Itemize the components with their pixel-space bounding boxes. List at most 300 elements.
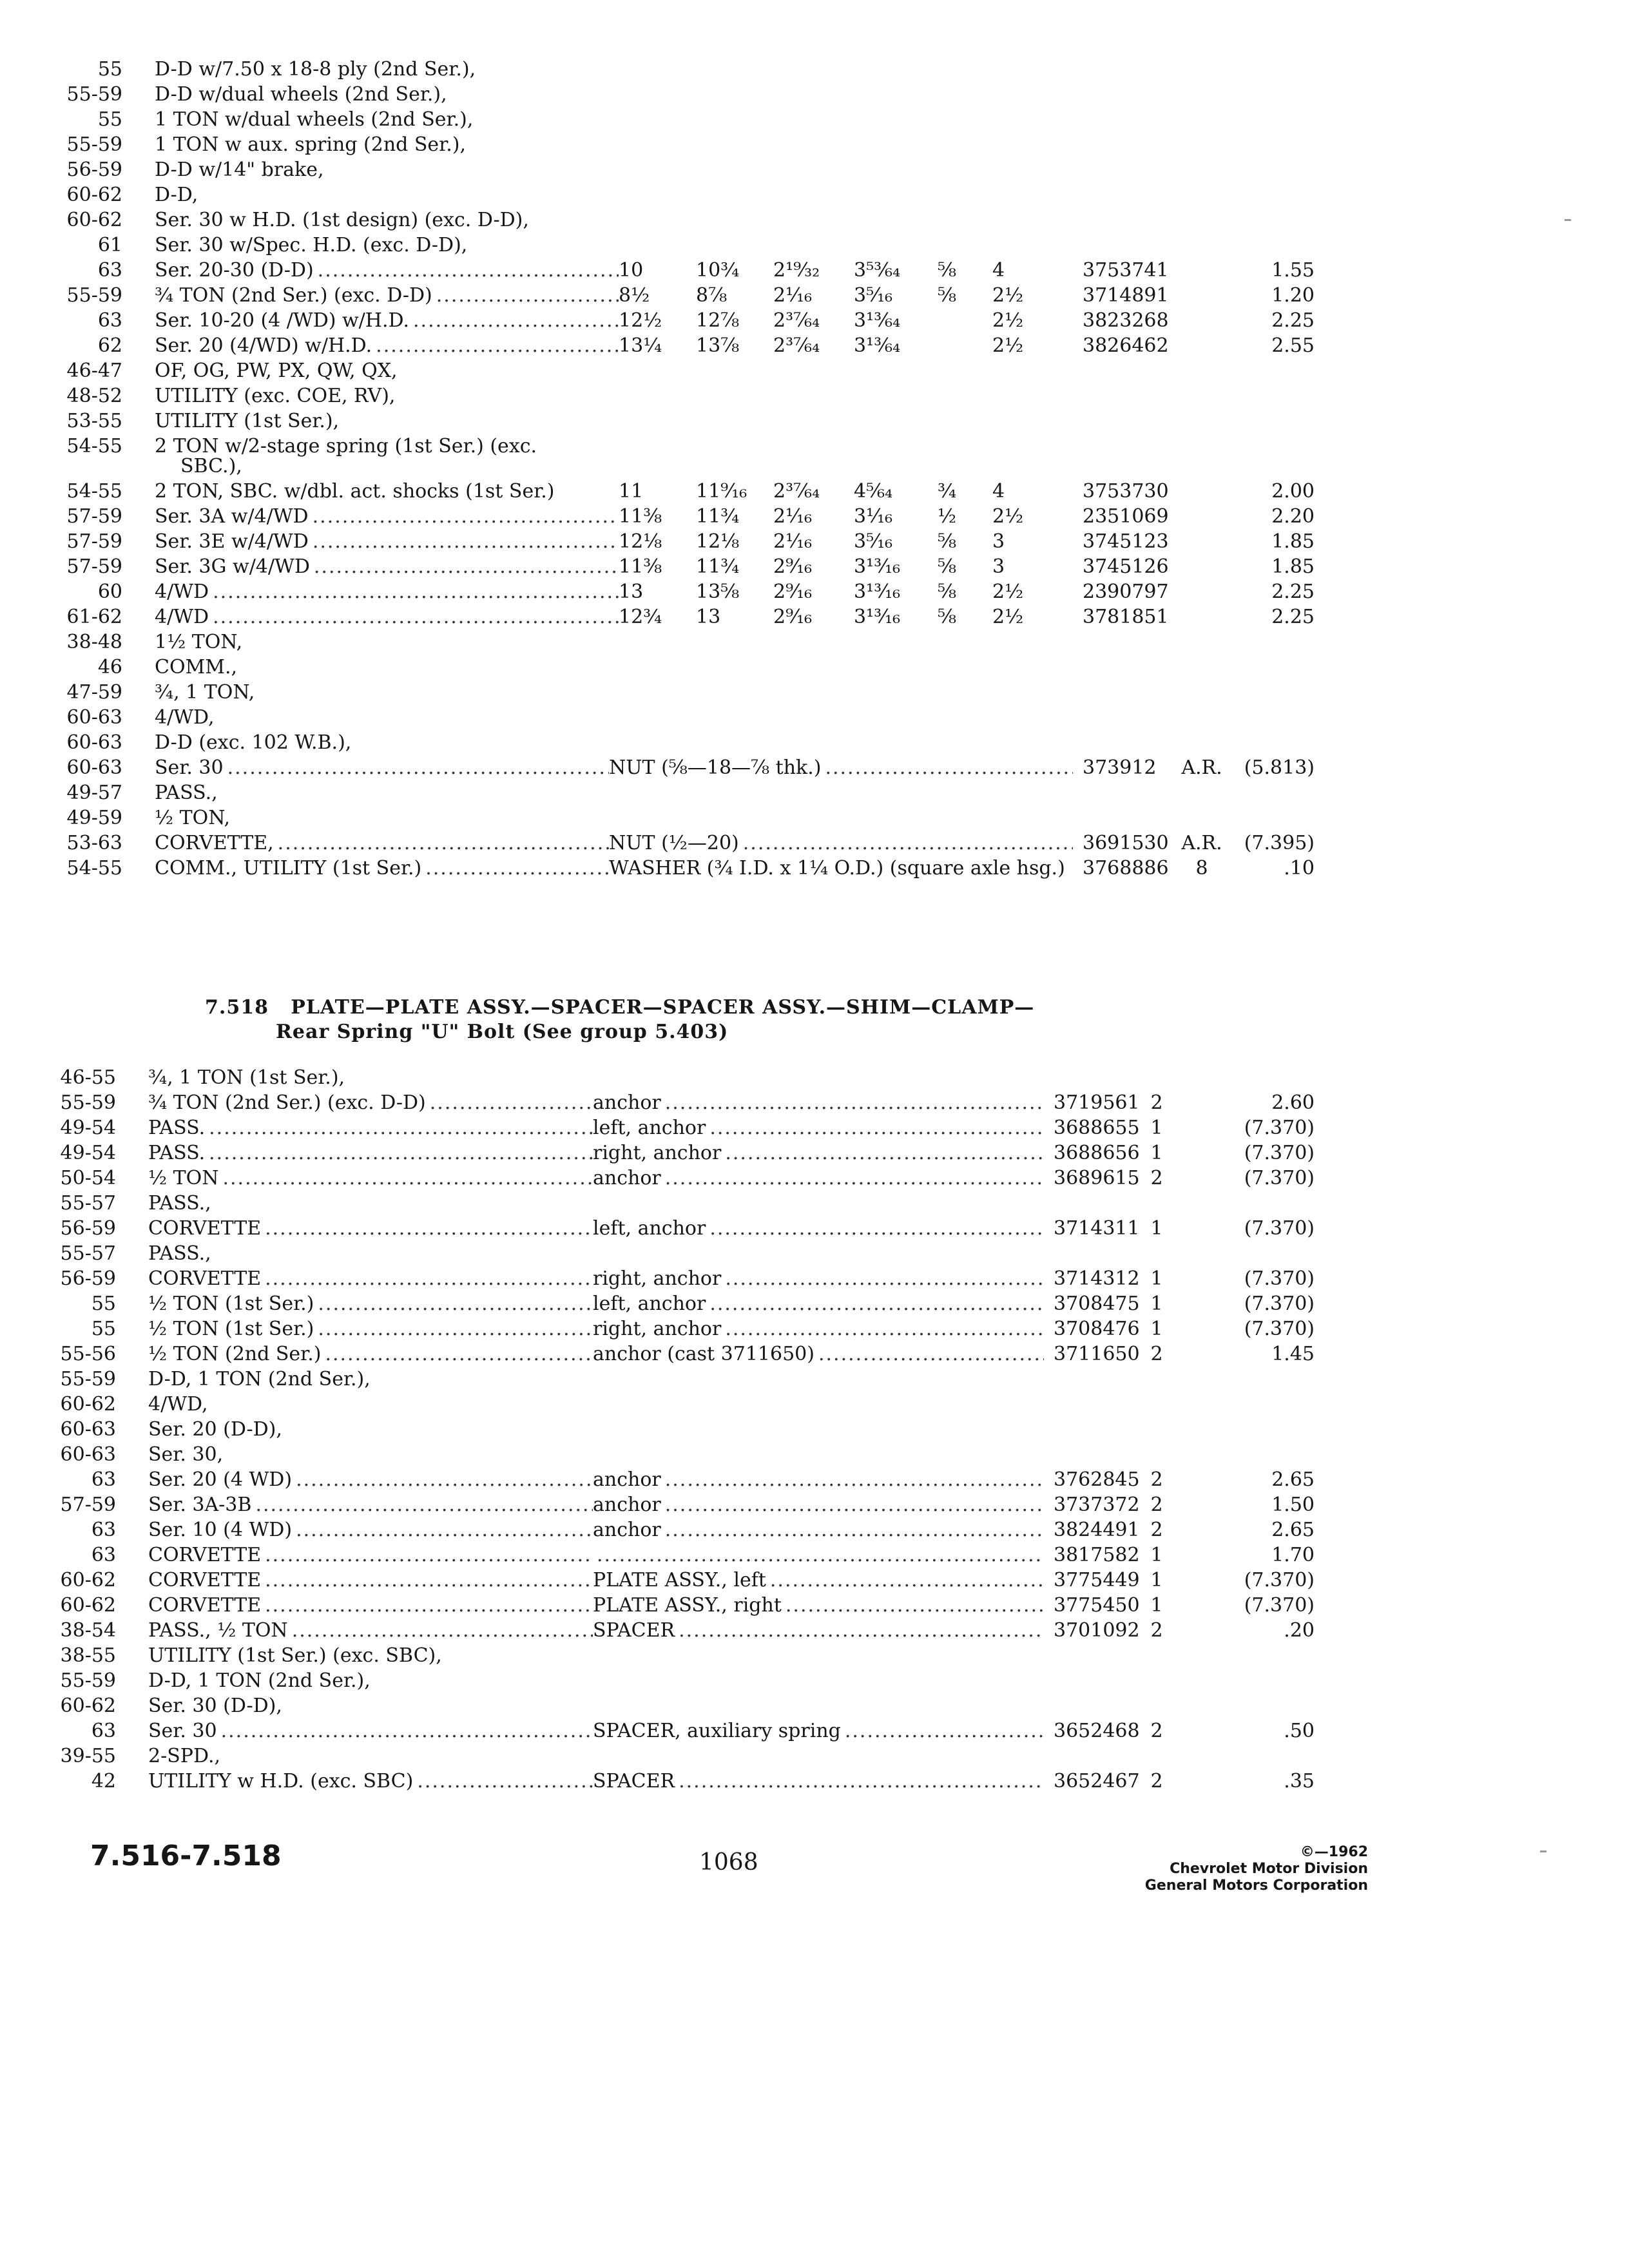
- part-description-text: SPACER: [593, 1770, 679, 1792]
- table-row: [19, 1693, 1373, 1719]
- dimension-d1: 11: [619, 480, 644, 503]
- division-name: Chevrolet Motor Division: [1170, 1861, 1368, 1877]
- model-years: 55-57: [60, 1242, 116, 1265]
- model-application: [148, 1693, 593, 1719]
- table-row: [26, 358, 1379, 384]
- model-application: [155, 554, 619, 580]
- table-row: [19, 1241, 1373, 1267]
- model-text: ½ TON (1st Ser.): [148, 1293, 318, 1315]
- model-text: Ser. 30: [148, 1720, 221, 1742]
- dimension-d5: ¾: [938, 480, 957, 503]
- list-price: 1.85: [1271, 530, 1315, 553]
- table-row: [26, 383, 1379, 409]
- part-description: [593, 1618, 1044, 1644]
- part-description-text: left, anchor: [593, 1117, 709, 1139]
- model-text: PASS.: [148, 1117, 209, 1139]
- model-application: [155, 604, 619, 630]
- part-description: [593, 1517, 1044, 1543]
- table-row: [26, 504, 1379, 530]
- model-years: 50-54: [60, 1167, 116, 1189]
- dimension-d4: 3⁵⁄₁₆: [854, 530, 893, 553]
- list-price: 2.25: [1271, 581, 1315, 603]
- model-text: CORVETTE: [148, 1594, 265, 1617]
- scan-speck: [1565, 219, 1571, 221]
- model-years: 57-59: [66, 505, 122, 528]
- dimension-d4: 3¹³⁄₁₆: [854, 581, 901, 603]
- dimension-d1: 12½: [619, 309, 662, 332]
- dimension-d6: 3: [992, 555, 1005, 578]
- part-number: 3708475: [1054, 1293, 1140, 1315]
- model-application: [148, 1643, 593, 1669]
- table-row: [19, 1442, 1373, 1468]
- model-application: [155, 408, 619, 434]
- part-description: [593, 1266, 1044, 1292]
- dimension-d3: 2¹⁄₁₆: [773, 530, 813, 553]
- dimension-d1: 10: [619, 259, 644, 282]
- table-row: [19, 1367, 1373, 1392]
- model-text: PASS.,: [148, 1242, 215, 1265]
- part-number: 3701092: [1054, 1619, 1140, 1642]
- model-text: UTILITY w H.D. (exc. SBC): [148, 1770, 417, 1792]
- table-row: [26, 755, 1379, 781]
- model-years: 56-59: [60, 1217, 116, 1240]
- model-text: Ser. 3G w/4/WD: [155, 555, 314, 578]
- model-text: D-D w/7.50 x 18-8 ply (2nd Ser.),: [155, 58, 479, 81]
- part-description-text: PLATE ASSY., left: [593, 1569, 770, 1591]
- part-description: [609, 755, 1073, 781]
- model-years: 55: [97, 58, 122, 81]
- model-text: Ser. 10-20 (4 /WD) w/H.D.: [155, 309, 413, 332]
- model-text: UTILITY (exc. COE, RV),: [155, 385, 399, 407]
- table-row: [26, 182, 1379, 208]
- model-years: 48-52: [66, 385, 122, 407]
- part-number: 2351069: [1083, 505, 1169, 528]
- model-years: 54-55: [66, 857, 122, 879]
- part-description-text: NUT (⅝—18—⅞ thk.): [609, 756, 825, 779]
- model-text: Ser. 3E w/4/WD: [155, 530, 313, 553]
- table-row: [26, 831, 1379, 856]
- model-years: 55-59: [66, 133, 122, 156]
- part-number: 3714311: [1054, 1217, 1140, 1240]
- quantity: 2: [1150, 1519, 1163, 1541]
- part-number: 3817582: [1054, 1544, 1140, 1566]
- model-years: 49-59: [66, 807, 122, 829]
- dimension-d6: 4: [992, 259, 1005, 282]
- part-number: 3775449: [1054, 1569, 1140, 1591]
- model-years: 54-55: [66, 435, 122, 457]
- part-number: 3714312: [1054, 1267, 1140, 1290]
- part-description: [593, 1718, 1044, 1744]
- model-text: 1 TON w aux. spring (2nd Ser.),: [155, 133, 470, 156]
- model-application: [148, 1718, 593, 1744]
- copyright-block: [1145, 1844, 1368, 1894]
- model-application: [148, 1542, 593, 1568]
- model-text: COMM.,: [155, 656, 241, 678]
- list-price: (7.370): [1244, 1217, 1315, 1240]
- dimension-d2: 10¾: [696, 259, 740, 282]
- dimension-d3: 2³⁷⁄₆₄: [773, 480, 820, 503]
- table-row: [26, 207, 1379, 233]
- model-text: 2 TON, SBC. w/dbl. act. shocks (1st Ser.): [155, 480, 558, 503]
- model-text: ¾, 1 TON,: [155, 681, 258, 704]
- model-years: 60-62: [60, 1393, 116, 1416]
- part-description-text: SPACER, auxiliary spring: [593, 1720, 845, 1742]
- section-heading: [205, 995, 1034, 1044]
- model-application: [155, 831, 619, 856]
- list-price: 2.25: [1271, 309, 1315, 332]
- part-description: [593, 1291, 1044, 1317]
- model-application: [155, 283, 619, 309]
- table-row: [26, 479, 1379, 505]
- model-application: [155, 705, 619, 731]
- list-price: .20: [1284, 1619, 1315, 1642]
- part-description: [609, 856, 1073, 881]
- model-years: 56-59: [66, 159, 122, 181]
- model-application: [148, 1367, 593, 1392]
- scan-speck: [1540, 1850, 1547, 1852]
- model-years: 60-63: [66, 731, 122, 754]
- list-price: 1.70: [1271, 1544, 1315, 1566]
- dimension-d3: 2⁹⁄₁₆: [773, 606, 813, 628]
- dimension-d2: 13⅞: [696, 334, 740, 357]
- part-number: 3768886: [1083, 857, 1169, 879]
- part-description: [593, 1140, 1044, 1166]
- dimension-d6: 2½: [992, 284, 1024, 307]
- dimension-d1: 12⅛: [619, 530, 662, 553]
- model-application: [155, 479, 619, 505]
- list-price: 1.45: [1271, 1343, 1315, 1365]
- part-description-text: right, anchor: [593, 1142, 725, 1164]
- table-row: [26, 82, 1379, 108]
- dimension-d4: 3⁵³⁄₆₄: [854, 259, 901, 282]
- model-text: Ser. 20-30 (D-D): [155, 259, 318, 282]
- dimension-d6: 2½: [992, 505, 1024, 528]
- dimension-d3: 2¹⁄₁₆: [773, 505, 813, 528]
- model-years: 49-54: [60, 1117, 116, 1139]
- table-row: [19, 1517, 1373, 1543]
- part-number: 3826462: [1083, 334, 1169, 357]
- list-price: 1.85: [1271, 555, 1315, 578]
- section-number: 7.518: [205, 996, 269, 1019]
- part-number: 3737372: [1054, 1494, 1140, 1516]
- quantity: 2: [1150, 1167, 1163, 1189]
- table-row: [19, 1568, 1373, 1593]
- model-application: [155, 856, 619, 881]
- table-row: [19, 1115, 1373, 1141]
- quantity: 2: [1150, 1494, 1163, 1516]
- list-price: 2.00: [1271, 480, 1315, 503]
- part-description-text: [593, 1544, 597, 1566]
- table-row: [19, 1593, 1373, 1619]
- list-price: .10: [1284, 857, 1315, 879]
- list-price: (7.370): [1244, 1293, 1315, 1315]
- dimension-d4: 3¹³⁄₁₆: [854, 606, 901, 628]
- model-text: PASS.,: [148, 1192, 215, 1215]
- part-number: 3714891: [1083, 284, 1169, 307]
- dimension-d4: 3¹⁄₁₆: [854, 505, 893, 528]
- model-years: 55-59: [66, 83, 122, 106]
- model-application: [148, 1668, 593, 1694]
- model-text: Ser. 3A w/4/WD: [155, 505, 313, 528]
- model-text: D-D,: [155, 184, 202, 206]
- model-text: Ser. 30 (D-D),: [148, 1695, 286, 1717]
- model-years: 46: [97, 656, 122, 678]
- list-price: 1.50: [1271, 1494, 1315, 1516]
- table-row: [26, 705, 1379, 731]
- quantity: 2: [1150, 1770, 1163, 1792]
- part-description: [593, 1492, 1044, 1518]
- table-row: [19, 1341, 1373, 1367]
- dimension-d5: ⅝: [938, 530, 957, 553]
- list-price: 2.65: [1271, 1519, 1315, 1541]
- model-years: 60-63: [60, 1418, 116, 1441]
- model-text: Ser. 20 (D-D),: [148, 1418, 286, 1441]
- part-description: [593, 1216, 1044, 1242]
- model-text: D-D, 1 TON (2nd Ser.),: [148, 1368, 374, 1390]
- list-price: (7.370): [1244, 1167, 1315, 1189]
- table-row: [26, 554, 1379, 580]
- model-text: Ser. 30: [155, 756, 227, 779]
- table-row: [26, 283, 1379, 309]
- dimension-d2: 12⅞: [696, 309, 740, 332]
- list-price: 1.20: [1271, 284, 1315, 307]
- part-number: 3781851: [1083, 606, 1169, 628]
- part-description-text: left, anchor: [593, 1217, 709, 1240]
- part-number: 3708476: [1054, 1318, 1140, 1340]
- model-application: [148, 1593, 593, 1619]
- model-text: ¾ TON (2nd Ser.) (exc. D-D): [155, 284, 436, 307]
- part-number: 3688655: [1054, 1117, 1140, 1139]
- model-years: 63: [97, 259, 122, 282]
- list-price: 2.55: [1271, 334, 1315, 357]
- dimension-d4: 3¹³⁄₆₄: [854, 309, 901, 332]
- model-years: 57-59: [66, 555, 122, 578]
- part-number: 3719561: [1054, 1091, 1140, 1114]
- list-price: 1.55: [1271, 259, 1315, 282]
- dimension-d6: 2½: [992, 581, 1024, 603]
- model-text: D-D w/14" brake,: [155, 159, 328, 181]
- quantity: 2: [1150, 1720, 1163, 1742]
- model-years: 42: [91, 1770, 116, 1792]
- list-price: (7.370): [1244, 1594, 1315, 1617]
- part-description-text: anchor: [593, 1091, 665, 1114]
- model-text: Ser. 3A-3B: [148, 1494, 255, 1516]
- part-number: 2390797: [1083, 581, 1169, 603]
- quantity: A.R.: [1181, 756, 1222, 779]
- model-years: 60-62: [66, 184, 122, 206]
- model-application: [155, 529, 619, 555]
- list-price: (7.370): [1244, 1142, 1315, 1164]
- model-application: [148, 1417, 593, 1443]
- quantity: 1: [1150, 1142, 1163, 1164]
- part-number: 3745126: [1083, 555, 1169, 578]
- dimension-d2: 8⅞: [696, 284, 728, 307]
- model-years: 63: [91, 1720, 116, 1742]
- model-application: [155, 358, 619, 384]
- table-row: [19, 1090, 1373, 1116]
- part-description-text: left, anchor: [593, 1293, 709, 1315]
- section-title-line1: PLATE—PLATE ASSY.—SPACER—SPACER ASSY.—SHIM—CLAMP—: [291, 996, 1035, 1019]
- model-years: 60-63: [60, 1443, 116, 1466]
- part-description: [593, 1593, 1044, 1619]
- dimension-d2: 11¾: [696, 505, 740, 528]
- part-description-text: NUT (½—20): [609, 832, 743, 854]
- table-row: [26, 132, 1379, 158]
- dimension-d3: 2⁹⁄₁₆: [773, 555, 813, 578]
- table-row: [19, 1643, 1373, 1669]
- model-text: D-D (exc. 102 W.B.),: [155, 731, 355, 754]
- model-application: [148, 1442, 593, 1468]
- model-text: CORVETTE,: [155, 832, 278, 854]
- part-description: [593, 1090, 1044, 1116]
- model-years: 63: [91, 1468, 116, 1491]
- model-application: [148, 1568, 593, 1593]
- model-years: 49-57: [66, 782, 122, 804]
- dimension-d2: 13⅝: [696, 581, 740, 603]
- list-price: (5.813): [1244, 756, 1315, 779]
- part-description-text: anchor: [593, 1167, 665, 1189]
- quantity: 2: [1150, 1343, 1163, 1365]
- part-number: 3824491: [1054, 1519, 1140, 1541]
- dimension-d2: 12⅛: [696, 530, 740, 553]
- dimension-d3: 2¹⁹⁄₃₂: [773, 259, 820, 282]
- part-description-text: anchor: [593, 1494, 665, 1516]
- part-number: 3711650: [1054, 1343, 1140, 1365]
- dimension-d6: 3: [992, 530, 1005, 553]
- part-number: 3762845: [1054, 1468, 1140, 1491]
- dimension-d6: 2½: [992, 334, 1024, 357]
- table-row: [26, 157, 1379, 183]
- quantity: A.R.: [1181, 832, 1222, 854]
- model-years: 55-59: [66, 284, 122, 307]
- table-row: [26, 408, 1379, 434]
- model-years: 53-55: [66, 410, 122, 432]
- table-row: [19, 1191, 1373, 1216]
- list-price: (7.370): [1244, 1569, 1315, 1591]
- dimension-d1: 13: [619, 581, 644, 603]
- model-years: 55: [97, 108, 122, 131]
- model-years: 60-63: [66, 706, 122, 729]
- list-price: 2.25: [1271, 606, 1315, 628]
- part-number: 3689615: [1054, 1167, 1140, 1189]
- model-application: [155, 755, 619, 781]
- model-years: 60-62: [60, 1594, 116, 1617]
- quantity: 2: [1150, 1468, 1163, 1491]
- model-text: ½ TON: [148, 1167, 222, 1189]
- model-application: [155, 308, 619, 334]
- quantity: 1: [1150, 1293, 1163, 1315]
- table-row: [19, 1542, 1373, 1568]
- model-application: [148, 1492, 593, 1518]
- part-description: [609, 831, 1073, 856]
- model-application: [148, 1618, 593, 1644]
- part-description: [593, 1769, 1044, 1794]
- table-row: [26, 107, 1379, 133]
- section-title-line2: Rear Spring "U" Bolt (See group 5.403): [276, 1021, 729, 1043]
- dimension-d1: 8½: [619, 284, 650, 307]
- table-row: [19, 1140, 1373, 1166]
- model-years: 38-54: [60, 1619, 116, 1642]
- model-text: ¾ TON (2nd Ser.) (exc. D-D): [148, 1091, 430, 1114]
- model-application: [148, 1316, 593, 1342]
- table-row: [26, 308, 1379, 334]
- model-years: 47-59: [66, 681, 122, 704]
- dimension-d4: 3¹³⁄₆₄: [854, 334, 901, 357]
- table-row: [19, 1065, 1373, 1091]
- model-application: [148, 1291, 593, 1317]
- model-years: 60: [97, 581, 122, 603]
- model-years: 55-59: [60, 1091, 116, 1114]
- dimension-d2: 11¾: [696, 555, 740, 578]
- part-number: 3753741: [1083, 259, 1169, 282]
- dimension-d5: ½: [938, 505, 957, 528]
- dimension-d3: 2⁹⁄₁₆: [773, 581, 813, 603]
- model-application: [148, 1392, 593, 1418]
- model-application: [148, 1517, 593, 1543]
- model-text: 4/WD,: [155, 706, 218, 729]
- model-years: 57-59: [66, 530, 122, 553]
- dimension-d2: 11⁹⁄₁₆: [696, 480, 747, 503]
- table-row: [19, 1216, 1373, 1242]
- model-years: 63: [97, 309, 122, 332]
- dimension-d1: 11⅜: [619, 505, 662, 528]
- model-application: [155, 579, 619, 605]
- table-row: [26, 258, 1379, 284]
- quantity: 1: [1150, 1569, 1163, 1591]
- list-price: .35: [1284, 1770, 1315, 1792]
- model-application: [148, 1744, 593, 1769]
- copyright-year: ©—1962: [1300, 1844, 1368, 1860]
- page-number: 1068: [699, 1849, 758, 1876]
- table-row: [19, 1291, 1373, 1317]
- table-row: [19, 1618, 1373, 1644]
- part-number: 3691530: [1083, 832, 1169, 854]
- part-description: [593, 1467, 1044, 1493]
- model-application: [155, 333, 619, 359]
- table-row: [19, 1316, 1373, 1342]
- model-text: ¾, 1 TON (1st Ser.),: [148, 1066, 349, 1089]
- model-text: 1½ TON,: [155, 631, 246, 653]
- part-description-text: right, anchor: [593, 1267, 725, 1290]
- model-years: 60-62: [66, 209, 122, 231]
- model-application: [155, 805, 619, 831]
- model-years: 55-56: [60, 1343, 116, 1365]
- model-text: Ser. 30 w/Spec. H.D. (exc. D-D),: [155, 234, 471, 256]
- model-application: [155, 207, 619, 233]
- table-row: [26, 233, 1379, 258]
- corporation-name: General Motors Corporation: [1144, 1878, 1368, 1894]
- model-years: 49-54: [60, 1142, 116, 1164]
- model-years: 61-62: [66, 606, 122, 628]
- part-number: 3652467: [1054, 1770, 1140, 1792]
- part-description-text: right, anchor: [593, 1318, 725, 1340]
- model-text: Ser. 20 (4 WD): [148, 1468, 296, 1491]
- model-years: 63: [91, 1519, 116, 1541]
- model-text: D-D, 1 TON (2nd Ser.),: [148, 1669, 374, 1692]
- model-text: 4/WD: [155, 606, 213, 628]
- part-description: [593, 1166, 1044, 1191]
- model-application: [148, 1266, 593, 1292]
- part-number: 3753730: [1083, 480, 1169, 503]
- part-description-text: SPACER: [593, 1619, 679, 1642]
- model-text: ½ TON (1st Ser.): [148, 1318, 318, 1340]
- model-years: 55: [91, 1318, 116, 1340]
- model-years: 53-63: [66, 832, 122, 854]
- list-price: 2.20: [1271, 505, 1315, 528]
- model-application: [155, 157, 619, 183]
- part-number: 3775450: [1054, 1594, 1140, 1617]
- table-row: [26, 529, 1379, 555]
